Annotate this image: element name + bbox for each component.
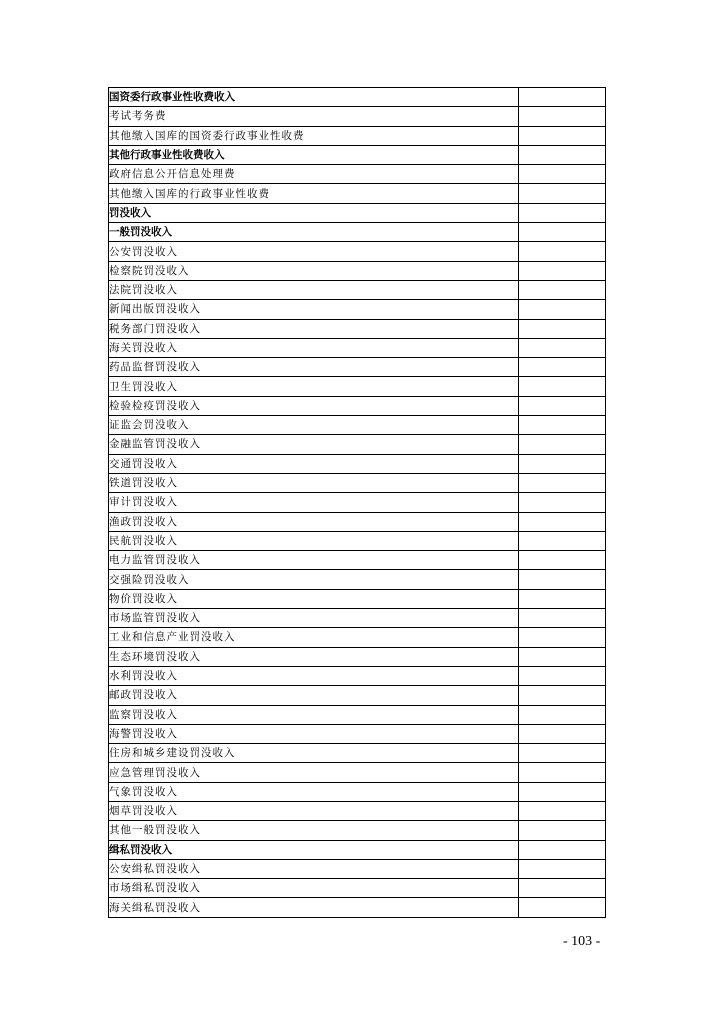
table-row <box>109 686 606 705</box>
amount-cell <box>519 165 606 184</box>
table-row <box>109 165 606 184</box>
amount-cell <box>519 203 606 222</box>
amount-cell <box>519 879 606 898</box>
amount-cell <box>519 859 606 878</box>
table-row <box>109 184 606 203</box>
item-name-cell: 生态环境罚没收入 <box>109 647 519 666</box>
table-row <box>109 531 606 550</box>
table-row <box>109 126 606 145</box>
amount-cell <box>519 647 606 666</box>
item-name-cell: 检验检疫罚没收入 <box>109 396 519 415</box>
item-name-cell: 海关缉私罚没收入 <box>109 898 519 917</box>
amount-cell <box>519 531 606 550</box>
table-row <box>109 512 606 531</box>
item-name-cell: 物价罚没收入 <box>109 589 519 608</box>
table-row <box>109 801 606 820</box>
amount-cell <box>519 821 606 840</box>
item-name-cell: 罚没收入 <box>109 203 519 222</box>
amount-cell <box>519 782 606 801</box>
table-row <box>109 145 606 164</box>
item-name-cell: 工业和信息产业罚没收入 <box>109 628 519 647</box>
amount-cell <box>519 319 606 338</box>
table-row <box>109 454 606 473</box>
amount-cell <box>519 454 606 473</box>
amount-cell <box>519 396 606 415</box>
amount-cell <box>519 280 606 299</box>
table-row <box>109 782 606 801</box>
item-name-cell: 政府信息公开信息处理费 <box>109 165 519 184</box>
amount-cell <box>519 801 606 820</box>
item-name-cell: 市场缉私罚没收入 <box>109 879 519 898</box>
item-name-cell: 缉私罚没收入 <box>109 840 519 859</box>
table-body <box>109 88 606 918</box>
amount-cell <box>519 512 606 531</box>
budget-table <box>108 87 606 918</box>
item-name-cell: 市场监管罚没收入 <box>109 609 519 628</box>
item-name-cell: 公安缉私罚没收入 <box>109 859 519 878</box>
item-name-cell: 电力监管罚没收入 <box>109 551 519 570</box>
item-name-cell: 其他行政事业性收费收入 <box>109 145 519 164</box>
item-name-cell: 邮政罚没收入 <box>109 686 519 705</box>
table-row <box>109 203 606 222</box>
table-row <box>109 570 606 589</box>
table-row <box>109 88 606 107</box>
item-name-cell: 住房和城乡建设罚没收入 <box>109 744 519 763</box>
item-name-cell: 渔政罚没收入 <box>109 512 519 531</box>
item-name-cell: 海警罚没收入 <box>109 724 519 743</box>
item-name-cell: 监察罚没收入 <box>109 705 519 724</box>
table-row <box>109 763 606 782</box>
table-row <box>109 744 606 763</box>
item-name-cell: 考试考务费 <box>109 107 519 126</box>
amount-cell <box>519 898 606 917</box>
amount-cell <box>519 628 606 647</box>
amount-cell <box>519 609 606 628</box>
table-row <box>109 435 606 454</box>
table-row <box>109 724 606 743</box>
item-name-cell: 一般罚没收入 <box>109 223 519 242</box>
amount-cell <box>519 763 606 782</box>
table-row <box>109 898 606 917</box>
item-name-cell: 其他一般罚没收入 <box>109 821 519 840</box>
table-row <box>109 107 606 126</box>
amount-cell <box>519 493 606 512</box>
amount-cell <box>519 551 606 570</box>
amount-cell <box>519 744 606 763</box>
table-row <box>109 840 606 859</box>
item-name-cell: 审计罚没收入 <box>109 493 519 512</box>
amount-cell <box>519 724 606 743</box>
table-row <box>109 879 606 898</box>
table-row <box>109 416 606 435</box>
item-name-cell: 烟草罚没收入 <box>109 801 519 820</box>
table-row <box>109 609 606 628</box>
item-name-cell: 其他缴入国库的国资委行政事业性收费 <box>109 126 519 145</box>
item-name-cell: 国资委行政事业性收费收入 <box>109 88 519 107</box>
table-row <box>109 338 606 357</box>
table-row <box>109 821 606 840</box>
amount-cell <box>519 107 606 126</box>
item-name-cell: 气象罚没收入 <box>109 782 519 801</box>
amount-cell <box>519 416 606 435</box>
item-name-cell: 金融监管罚没收入 <box>109 435 519 454</box>
table-row <box>109 473 606 492</box>
item-name-cell: 民航罚没收入 <box>109 531 519 550</box>
item-name-cell: 药品监督罚没收入 <box>109 358 519 377</box>
amount-cell <box>519 589 606 608</box>
table-row <box>109 377 606 396</box>
table-row <box>109 358 606 377</box>
amount-cell <box>519 300 606 319</box>
table-row <box>109 628 606 647</box>
amount-cell <box>519 570 606 589</box>
table-row <box>109 223 606 242</box>
amount-cell <box>519 338 606 357</box>
amount-cell <box>519 184 606 203</box>
amount-cell <box>519 88 606 107</box>
table-row <box>109 705 606 724</box>
table-row <box>109 589 606 608</box>
amount-cell <box>519 261 606 280</box>
item-name-cell: 海关罚没收入 <box>109 338 519 357</box>
amount-cell <box>519 358 606 377</box>
item-name-cell: 法院罚没收入 <box>109 280 519 299</box>
amount-cell <box>519 473 606 492</box>
item-name-cell: 检察院罚没收入 <box>109 261 519 280</box>
table-row <box>109 493 606 512</box>
table-row <box>109 280 606 299</box>
amount-cell <box>519 686 606 705</box>
item-name-cell: 卫生罚没收入 <box>109 377 519 396</box>
amount-cell <box>519 666 606 685</box>
item-name-cell: 交强险罚没收入 <box>109 570 519 589</box>
table-row <box>109 859 606 878</box>
item-name-cell: 其他缴入国库的行政事业性收费 <box>109 184 519 203</box>
item-name-cell: 新闻出版罚没收入 <box>109 300 519 319</box>
amount-cell <box>519 145 606 164</box>
amount-cell <box>519 242 606 261</box>
table-row <box>109 261 606 280</box>
amount-cell <box>519 126 606 145</box>
amount-cell <box>519 840 606 859</box>
table-row <box>109 300 606 319</box>
page-number: - 103 - <box>563 934 601 949</box>
item-name-cell: 税务部门罚没收入 <box>109 319 519 338</box>
amount-cell <box>519 223 606 242</box>
table-row <box>109 666 606 685</box>
amount-cell <box>519 377 606 396</box>
amount-cell <box>519 705 606 724</box>
table-row <box>109 242 606 261</box>
table-row <box>109 319 606 338</box>
amount-cell <box>519 435 606 454</box>
table-row <box>109 551 606 570</box>
table-row <box>109 396 606 415</box>
table-row <box>109 647 606 666</box>
item-name-cell: 交通罚没收入 <box>109 454 519 473</box>
item-name-cell: 水利罚没收入 <box>109 666 519 685</box>
item-name-cell: 铁道罚没收入 <box>109 473 519 492</box>
item-name-cell: 应急管理罚没收入 <box>109 763 519 782</box>
item-name-cell: 公安罚没收入 <box>109 242 519 261</box>
item-name-cell: 证监会罚没收入 <box>109 416 519 435</box>
